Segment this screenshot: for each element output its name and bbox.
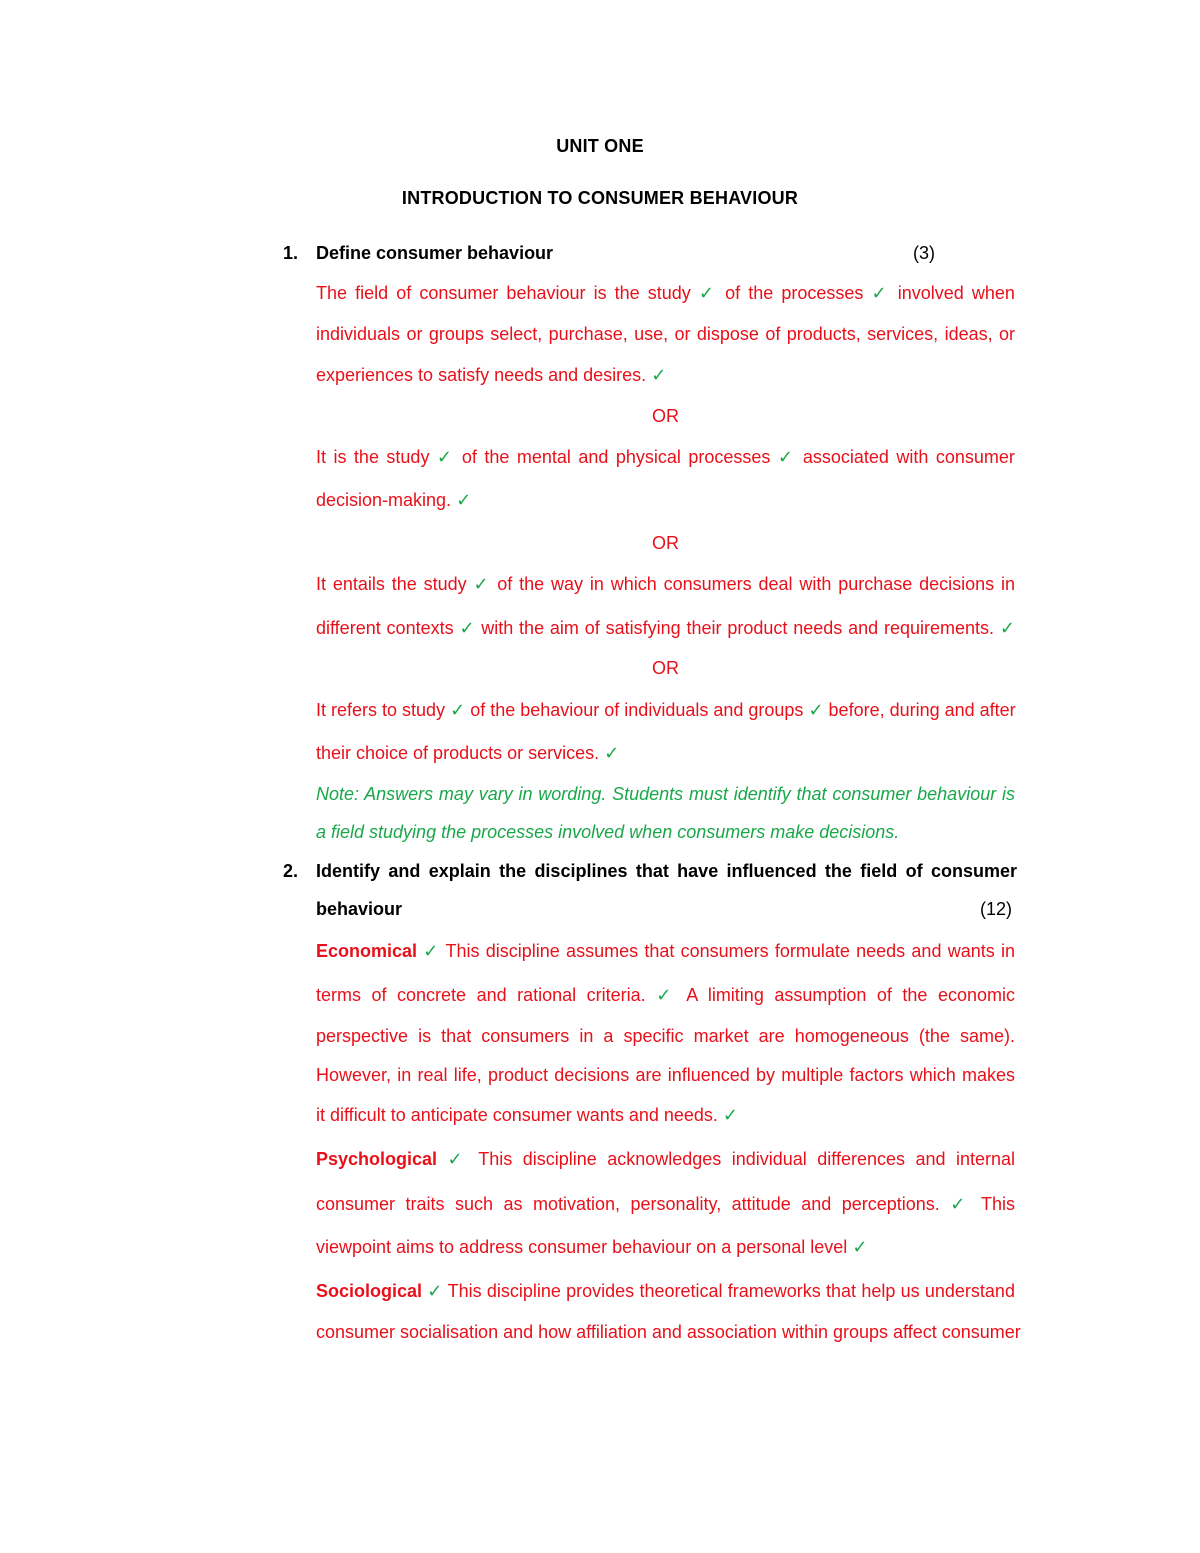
answer-text: viewpoint aims to address consumer behaviour on a personal level xyxy=(316,1237,848,1257)
question-1 xyxy=(283,243,1017,267)
check-mark-icon: ✓ xyxy=(950,1194,971,1214)
answer-text: with the aim of satisfying their product needs and requirements. xyxy=(481,618,995,638)
discipline-term: Psychological xyxy=(316,1149,438,1169)
answer-text: It refers to study xyxy=(316,700,446,720)
answer-text: A limiting assumption of the economic xyxy=(686,985,1015,1005)
answer-line xyxy=(316,574,1015,595)
question-2 xyxy=(283,861,1017,925)
check-mark-icon: ✓ xyxy=(808,700,824,720)
answer-text: This discipline assumes that consumers formulate needs and wants in xyxy=(445,941,1015,961)
answer-text: of the processes xyxy=(725,283,864,303)
answer-text: This discipline provides theoretical frameworks that help us understand xyxy=(447,1281,1015,1301)
question-text: Identify and explain the disciplines that have influenced the field of consumer xyxy=(316,861,1017,881)
answer-text: involved when xyxy=(897,283,1015,303)
check-mark-icon: ✓ xyxy=(473,574,491,594)
answer-text: of the way in which consumers deal with purchase decisions in xyxy=(497,574,1015,594)
answer-line: consumer socialisation and how affiliation and association within groups affect consumer xyxy=(316,1322,1021,1342)
check-mark-icon: ✓ xyxy=(651,365,667,385)
note-line: Note: Answers may vary in wording. Students must identify that consumer behaviour is xyxy=(316,784,1015,804)
answer-4 xyxy=(316,700,1015,770)
check-mark-icon: ✓ xyxy=(698,283,718,303)
check-mark-icon: ✓ xyxy=(436,447,455,467)
answer-line xyxy=(316,700,1015,721)
answer-text: their choice of products or services. xyxy=(316,743,600,763)
answer-line: However, in real life, product decisions are influenced by multiple factors which makes xyxy=(316,1065,1015,1085)
answer-1 xyxy=(316,283,1015,393)
check-mark-icon: ✓ xyxy=(852,1237,868,1257)
or-separator: OR xyxy=(652,406,679,426)
check-mark-icon: ✓ xyxy=(456,490,472,510)
answer-text: it difficult to anticipate consumer wants and needs. xyxy=(316,1105,718,1125)
check-mark-icon: ✓ xyxy=(777,447,796,467)
answer-line xyxy=(316,1149,1015,1170)
answer-line: individuals or groups select, purchase, use, or dispose of products, services, ideas, or xyxy=(316,324,1015,344)
discipline-economical xyxy=(316,941,1015,1131)
check-mark-icon: ✓ xyxy=(423,941,440,961)
answer-text: decision-making. xyxy=(316,490,452,510)
check-mark-icon: ✓ xyxy=(871,283,890,303)
question-text: behaviour xyxy=(316,899,403,919)
answer-line xyxy=(316,743,1015,764)
answer-text: before, during and after xyxy=(828,700,1016,720)
answer-3 xyxy=(316,574,1015,644)
question-number: 1. xyxy=(283,243,299,263)
marker-note xyxy=(316,784,1015,848)
answer-line: perspective is that consumers in a specific market are homogeneous (the same). xyxy=(316,1026,1015,1046)
answer-line xyxy=(316,283,1015,304)
answer-line xyxy=(316,447,1015,468)
check-mark-icon: ✓ xyxy=(604,743,620,763)
note-line: a field studying the processes involved when consumers make decisions. xyxy=(316,822,900,842)
question-text: Define consumer behaviour xyxy=(316,243,554,263)
question-marks: (12) xyxy=(980,899,1013,919)
check-mark-icon: ✓ xyxy=(656,985,677,1005)
or-separator: OR xyxy=(652,658,679,678)
unit-title: UNIT ONE xyxy=(556,136,644,156)
discipline-term: Sociological xyxy=(316,1281,423,1301)
discipline-term: Economical xyxy=(316,941,418,961)
answer-text: The field of consumer behaviour is the study xyxy=(316,283,691,303)
unit-subtitle: INTRODUCTION TO CONSUMER BEHAVIOUR xyxy=(401,188,799,208)
check-mark-icon: ✓ xyxy=(999,618,1015,638)
check-mark-icon: ✓ xyxy=(450,700,466,720)
check-mark-icon: ✓ xyxy=(459,618,476,638)
answer-text: This xyxy=(980,1194,1015,1214)
discipline-psychological xyxy=(316,1149,1015,1263)
answer-text: It is the study xyxy=(316,447,430,467)
or-separator: OR xyxy=(652,533,679,553)
question-number: 2. xyxy=(283,861,299,881)
answer-line xyxy=(316,1281,1015,1302)
check-mark-icon: ✓ xyxy=(447,1149,469,1169)
answer-line xyxy=(316,365,1015,386)
answer-text: of the mental and physical processes xyxy=(461,447,771,467)
answer-2 xyxy=(316,447,1015,517)
answer-line xyxy=(316,1194,1015,1215)
answer-line xyxy=(316,490,1015,511)
answer-text: terms of concrete and rational criteria. xyxy=(316,985,646,1005)
answer-text: consumer traits such as motivation, personality, attitude and perceptions. xyxy=(316,1194,940,1214)
answer-line xyxy=(316,618,1015,639)
answer-text: different contexts xyxy=(316,618,454,638)
answer-text: This discipline acknowledges individual differences and internal xyxy=(478,1149,1015,1169)
answer-line xyxy=(316,941,1015,962)
answer-line xyxy=(316,1105,1015,1126)
answer-text: experiences to satisfy needs and desires. xyxy=(316,365,647,385)
discipline-sociological xyxy=(316,1281,1021,1351)
question-marks: (3) xyxy=(913,243,935,263)
answer-text: of the behaviour of individuals and groups xyxy=(470,700,804,720)
answer-text: associated with consumer xyxy=(802,447,1015,467)
answer-text: It entails the study xyxy=(316,574,467,594)
check-mark-icon: ✓ xyxy=(427,1281,443,1301)
answer-line xyxy=(316,985,1015,1006)
check-mark-icon: ✓ xyxy=(722,1105,739,1125)
answer-line xyxy=(316,1237,1015,1258)
